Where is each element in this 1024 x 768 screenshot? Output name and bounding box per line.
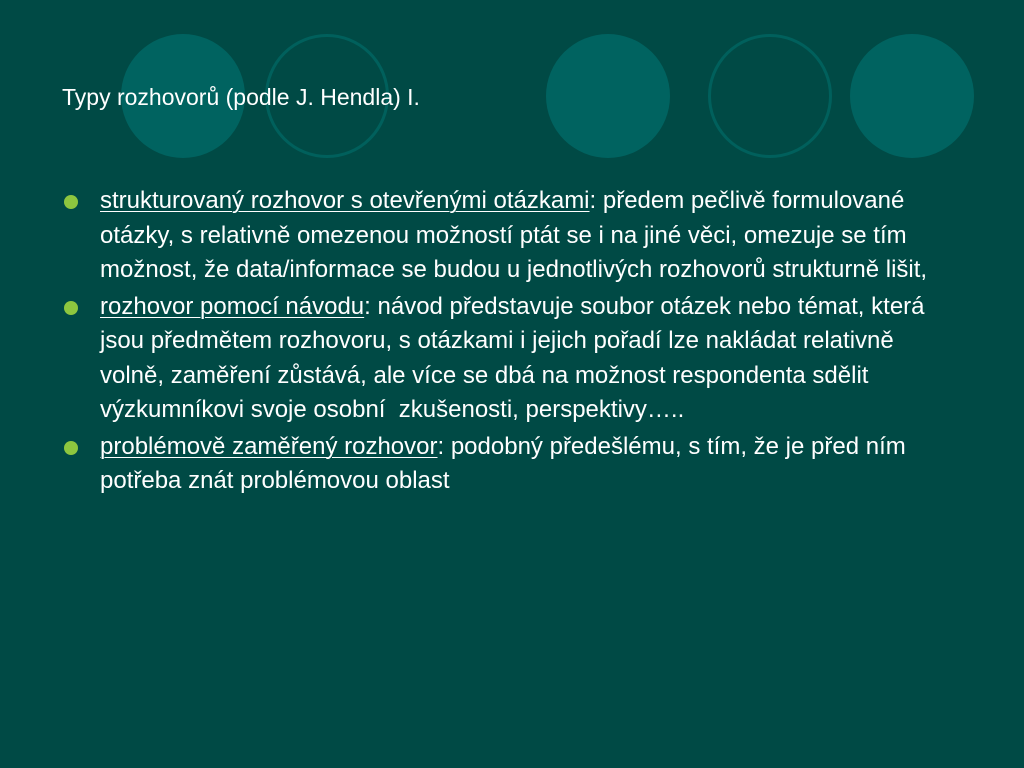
bullet-text: : podobný předešlému, s tím, že je před ním potřeba znát problémovou oblast	[100, 432, 913, 494]
bullet-term: strukturovaný rozhovor s otevřenými otázkami	[100, 187, 590, 214]
bullet-dot-icon	[64, 301, 78, 315]
bullet-item	[62, 430, 962, 499]
decorative-circle-filled	[546, 34, 670, 158]
bullet-text: : návod představuje soubor otázek nebo témat, která jsou předmětem rozhovoru, s otázkami i jejich pořadí lze nakládat relativně volně, zaměření zůstává, ale více se dbá na možnost respondenta sdělit výzkumníkovi svoje osobní zkušenosti, perspektivy…..	[100, 292, 932, 423]
decorative-circle-ring	[708, 34, 832, 158]
bullet-term: rozhovor pomocí návodu	[100, 292, 365, 320]
decorative-circle-filled	[850, 34, 974, 158]
bullet-list	[62, 184, 962, 501]
bullet-text: : předem pečlivě formulované otázky, s relativně omezenou možností ptát se i na jiné věci, omezuje se tím možnost, že data/informace se budou u jednotlivých rozhovorů strukturně lišit,	[100, 187, 928, 283]
slide-title: Typy rozhovorů (podle J. Hendla) I.	[62, 84, 420, 110]
bullet-dot-icon	[64, 441, 78, 455]
bullet-item	[62, 184, 962, 288]
bullet-term: problémově zaměřený rozhovor	[100, 432, 438, 460]
bullet-dot-icon	[64, 195, 78, 209]
bullet-item	[62, 290, 962, 428]
